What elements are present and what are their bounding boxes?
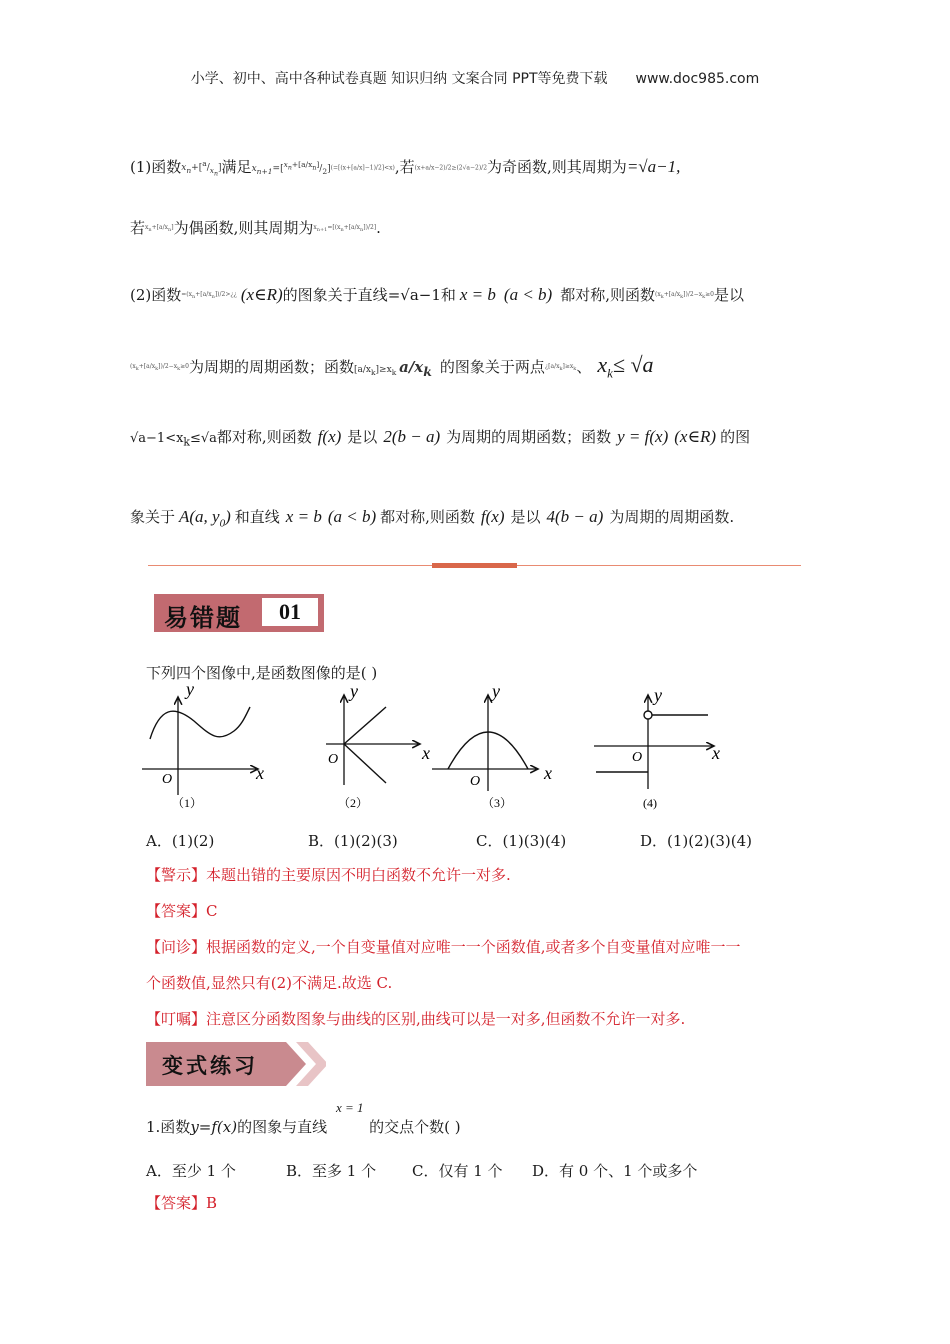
formula: f(x) xyxy=(480,507,505,526)
intro-line-6 xyxy=(130,506,734,529)
text: 满足 xyxy=(221,158,252,176)
formula-image: $x_{n+1}=[(x_n+[a/x_n])/2]$ xyxy=(313,224,377,234)
header-url: www.doc985.com xyxy=(635,71,760,87)
text: 为周期的周期函数；函数 xyxy=(188,358,354,376)
graph-caption: (4) xyxy=(643,796,657,810)
formula: (x∈R) xyxy=(674,427,717,446)
text: 和直线 xyxy=(234,508,280,526)
formula: 4(b − a) xyxy=(546,507,604,526)
text: . xyxy=(376,219,381,237)
graph-caption: （3） xyxy=(482,796,513,810)
answer-note-2 xyxy=(146,1192,217,1213)
text: 若 xyxy=(130,219,146,237)
option-a: A．至少 1 个 xyxy=(146,1162,236,1180)
x-label: x xyxy=(256,763,264,783)
intro-line-2 xyxy=(130,217,381,238)
formula: x xyxy=(597,352,608,377)
graph-2 xyxy=(326,685,430,810)
intro-line-3 xyxy=(130,284,744,305)
formula: f(x) xyxy=(317,427,342,446)
formula: (a < b) xyxy=(327,507,377,526)
formula-sub: k xyxy=(607,365,613,381)
text: 都对称,则函数 xyxy=(216,428,312,446)
note-tag: 【警示】 xyxy=(146,866,207,884)
diagnosis-note-cont xyxy=(146,972,392,993)
question-1-stem: 下列四个图像中,是函数图像的是( ) xyxy=(146,664,378,682)
formula-image: $x_n+[a/x_n]$ xyxy=(145,224,174,234)
note-text: 根据函数的定义,一个自变量值对应唯一一个函数值,或者多个自变量值对应唯一一 xyxy=(206,938,741,956)
curve xyxy=(150,707,250,739)
text: (1)函数 xyxy=(130,158,182,176)
formula-image: $(x_k+[a/x_k])/2-x_k\ge 0$ xyxy=(130,363,189,373)
text: 的图象与直线 xyxy=(237,1118,328,1136)
formula: x = b xyxy=(459,285,496,304)
origin-label: O xyxy=(328,752,339,767)
reminder-note xyxy=(146,1008,685,1029)
formula: y = f(x) xyxy=(617,427,669,446)
text: 的交点个数( ) xyxy=(369,1118,461,1136)
graph-4 xyxy=(594,685,720,810)
formula-image: ¿$[a/x_k]\ge x_k$ xyxy=(544,363,577,373)
option-c: C．仅有 1 个 xyxy=(412,1162,503,1180)
section-divider-accent xyxy=(432,563,517,568)
formula: x = b xyxy=(285,507,322,526)
intro-line-1 xyxy=(130,156,680,177)
intro-line-4 xyxy=(130,352,654,381)
ray-down xyxy=(344,744,386,783)
formula-image: $x_{n+1}=[^{x_n+[a/x_n]}/_2]$ xyxy=(251,160,331,176)
option-d: D．(1)(2)(3)(4) xyxy=(640,832,753,850)
note-text: 个函数值,显然只有(2)不满足.故选 C. xyxy=(146,974,393,992)
text: (2)函数 xyxy=(130,286,182,304)
option-c: C．(1)(3)(4) xyxy=(476,832,567,850)
formula-image: $x_n+[^a/_{x_n}]$ xyxy=(181,158,222,178)
ray-up xyxy=(344,707,386,744)
option-b: B．至多 1 个 xyxy=(286,1162,377,1180)
note-tag: 【叮嘱】 xyxy=(146,1010,207,1028)
formula: ≤ √a xyxy=(612,352,654,377)
open-point xyxy=(644,711,652,719)
y-label: y xyxy=(186,685,194,699)
graph-1 xyxy=(142,685,264,810)
formula: y=f(x) xyxy=(190,1118,238,1136)
text: 象关于 xyxy=(130,508,176,526)
text: 1.函数 xyxy=(146,1118,191,1136)
text: 的图象关于直线 xyxy=(282,286,388,304)
formula-sub: k xyxy=(183,435,190,449)
formula: (a < b) xyxy=(503,285,553,304)
origin-label: O xyxy=(162,772,173,787)
text: 为偶函数,则其周期为 xyxy=(173,219,314,237)
graph-3 xyxy=(432,685,552,810)
text: =√a−1和 xyxy=(387,286,456,304)
option-b: B．(1)(2)(3) xyxy=(308,832,398,850)
formula-image: $(x_k+[a/x_k])/2-x_k\ge 0$ xyxy=(654,291,714,301)
badge-label: 易错题 xyxy=(164,603,242,632)
note-text: 注意区分函数图象与曲线的区别,曲线可以是一对多,但函数不允许一对多. xyxy=(206,1010,686,1028)
option-d: D．有 0 个、1 个或多个 xyxy=(532,1162,698,1180)
note-tag: 【问诊】 xyxy=(146,938,207,956)
formula-image: (x+a/x−2)/2≥(2√a−2)/2 xyxy=(414,164,488,172)
text: 都对称,则函数 xyxy=(560,286,655,304)
graph-caption: （1） xyxy=(172,796,203,810)
formula: ) xyxy=(225,507,231,526)
text: 是以 xyxy=(713,286,744,304)
intro-line-5 xyxy=(130,426,750,449)
text: 是以 xyxy=(510,508,541,526)
formula: √a−1<x xyxy=(130,431,184,446)
practice-badge xyxy=(146,1042,326,1086)
text: ,若 xyxy=(394,158,415,176)
diagnosis-note xyxy=(146,936,741,957)
note-text: 本题出错的主要原因不明白函数不允许一对多. xyxy=(206,866,511,884)
formula-image: (=[(x+[a/x]−1)/2]<x) xyxy=(330,164,395,172)
line-formula: x = 1 xyxy=(336,1100,364,1115)
option-a: A．(1)(2) xyxy=(146,832,215,850)
formula-sub: 0 xyxy=(219,517,226,530)
text: 、 xyxy=(576,358,592,376)
header-text: 小学、初中、高中各种试卷真题 知识归纳 文案合同 PPT等免费下载 xyxy=(190,71,608,87)
badge-number: 01 xyxy=(262,598,318,626)
note-tag: 【答案】 xyxy=(146,1194,207,1212)
text: 是以 xyxy=(347,428,378,446)
formula: =√a−1, xyxy=(626,157,681,176)
x-label: x xyxy=(422,743,430,763)
x-label: x xyxy=(544,763,552,783)
text: 为周期的周期函数. xyxy=(609,508,735,526)
page-header xyxy=(0,68,950,88)
formula: 2(b − a) xyxy=(383,427,441,446)
x-label: x xyxy=(712,743,720,763)
question-2-stem xyxy=(146,1116,461,1137)
note-text: B xyxy=(206,1194,218,1212)
text: 为奇函数,则其周期为 xyxy=(487,158,627,176)
text: 的图象关于两点 xyxy=(439,358,545,376)
text: 为周期的周期函数；函数 xyxy=(446,428,612,446)
function-graphs xyxy=(138,685,738,815)
origin-label: O xyxy=(470,774,481,789)
origin-label: O xyxy=(632,750,643,765)
warning-note xyxy=(146,864,511,885)
y-label: y xyxy=(350,685,358,701)
formula-image: $=(x_n+[a/x_n])/2>¿¿$ xyxy=(181,291,237,301)
y-label: y xyxy=(492,685,500,701)
formula: (x∈R) xyxy=(240,285,283,304)
formula: ≤√a xyxy=(189,431,217,446)
note-tag: 【答案】 xyxy=(146,902,207,920)
formula: A(a, y xyxy=(179,507,220,526)
badge-label: 变式练习 xyxy=(162,1053,258,1078)
y-label: y xyxy=(654,685,662,705)
note-text: C xyxy=(206,902,218,920)
answer-note xyxy=(146,900,218,921)
text: 都对称,则函数 xyxy=(380,508,475,526)
graph-caption: （2） xyxy=(338,796,369,810)
error-prone-badge xyxy=(154,594,324,632)
text: 的图 xyxy=(720,428,751,446)
formula-image: $[a/x_k]\ge x_k$ $a/x_k$ xyxy=(354,357,432,379)
